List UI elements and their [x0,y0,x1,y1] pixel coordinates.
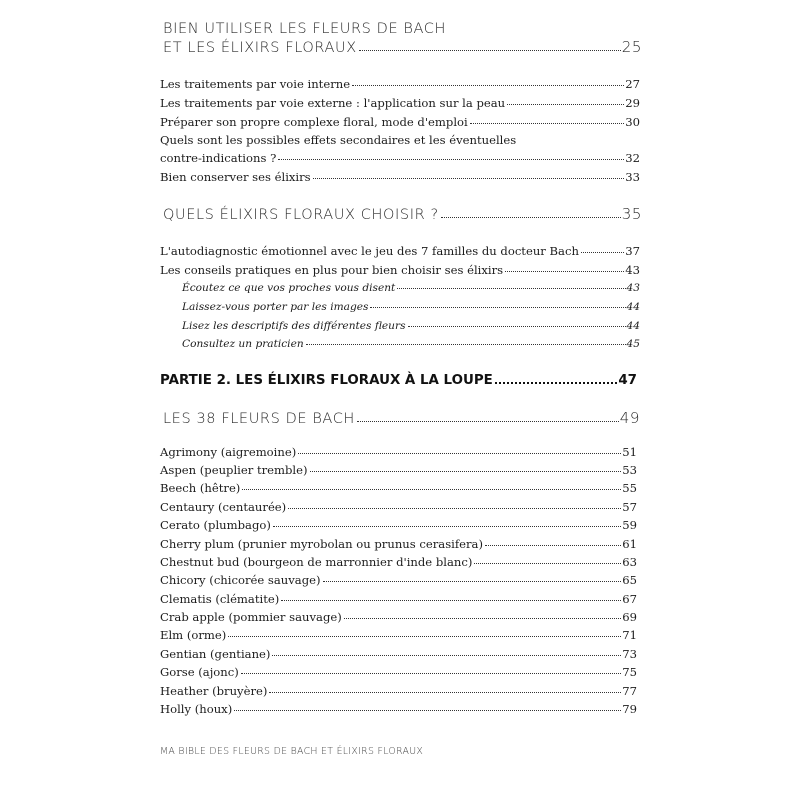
page-footer: MA BIBLE DES FLEURS DE BACH ET ÉLIXIRS FLORAUX [160,746,424,757]
plant-entry [160,518,637,532]
page-number: 27 [625,77,640,91]
dot-leader [470,123,625,124]
dot-leader [234,710,621,711]
dot-leader [474,563,621,564]
page-number: 73 [622,647,637,661]
page-number: 63 [622,555,637,569]
plant-entry-label: Chestnut bud (bourgeon de marronnier d'inde blanc) [160,555,473,569]
plant-entry-label: Cerato (plumbago) [160,518,271,532]
dot-leader [370,307,625,308]
section-heading-38-fleurs [163,409,640,427]
toc-sub-entry [182,320,640,332]
plant-entry-label: Heather (bruyère) [160,684,268,698]
section-heading-bien-utiliser-line1: BIEN UTILISER LES FLEURS DE BACH [163,21,446,37]
page-number: 35 [621,205,642,223]
part-heading-label: PARTIE 2. LES ÉLIXIRS FLORAUX À LA LOUPE [160,373,493,388]
dot-leader [507,104,624,105]
page-number: 44 [626,320,640,332]
page-number: 75 [622,665,637,679]
toc-entry-label-line1: Quels sont les possibles effets secondaires et les éventuelles [160,133,517,147]
plant-entry-label: Aspen (peuplier tremble) [160,463,308,477]
toc-entry-label: Préparer son propre complexe floral, mode d'emploi [160,115,468,129]
dot-leader [313,178,625,179]
dot-leader [505,271,624,272]
plant-entry-label: Gentian (gentiane) [160,647,271,661]
toc-sub-entry [182,338,640,350]
toc-entry-label: Les traitements par voie interne [160,77,351,91]
page-number: 65 [622,573,637,587]
section-heading-label: LES 38 FLEURS DE BACH [163,411,355,427]
toc-entry [160,263,640,277]
plant-entry-label: Crab apple (pommier sauvage) [160,610,342,624]
toc-entry [160,115,640,129]
dot-leader [241,673,621,674]
toc-sub-entry-label: Consultez un praticien [182,338,304,350]
toc-entry [160,170,640,184]
plant-entry-label: Agrimony (aigremoine) [160,445,297,459]
dot-leader [281,600,621,601]
section-heading-quels-elixirs [163,205,642,223]
plant-entry [160,573,637,587]
dot-leader [272,655,621,656]
toc-entry [160,151,640,165]
dot-leader [278,159,624,160]
dot-leader [408,326,626,327]
section-heading-label: QUELS ÉLIXIRS FLORAUX CHOISIR ? [163,207,439,223]
dot-leader [357,421,619,422]
page-number: 44 [626,301,640,313]
plant-entry [160,665,637,679]
page-number: 37 [625,244,640,258]
dot-leader [397,288,625,289]
section-heading-bien-utiliser [163,38,642,56]
dot-leader [273,526,621,527]
toc-entry-label: Bien conserver ses élixirs [160,170,311,184]
page-number: 32 [625,151,640,165]
page-number: 67 [622,592,637,606]
dot-leader [581,252,624,253]
page-number: 49 [619,409,640,427]
page-number: 55 [622,481,637,495]
plant-entry [160,445,637,459]
dot-leader [485,545,621,546]
page-number: 79 [622,702,637,716]
dot-leader [344,618,621,619]
toc-entry [160,77,640,91]
plant-entry [160,647,637,661]
toc-entry [160,244,640,258]
page-number: 57 [622,500,637,514]
plant-entry [160,610,637,624]
toc-sub-entry-label: Lisez les descriptifs des différentes fleurs [182,320,406,332]
dot-leader [288,508,621,509]
dot-leader [269,692,621,693]
toc-entry-label: contre-indications ? [160,151,277,165]
plant-entry-label: Chicory (chicorée sauvage) [160,573,321,587]
toc-entry-label: Les conseils pratiques en plus pour bien choisir ses élixirs [160,263,504,277]
page-number: 77 [622,684,637,698]
page-number: 59 [622,518,637,532]
dot-leader [306,344,626,345]
toc-sub-entry [182,282,640,294]
dot-leader [242,489,621,490]
page-number: 43 [626,282,640,294]
dot-leader [495,382,618,384]
plant-entry-label: Cherry plum (prunier myrobolan ou prunus cerasifera) [160,537,483,551]
dot-leader [352,85,624,86]
plant-entry [160,463,637,477]
page-number: 51 [622,445,637,459]
plant-entry [160,702,637,716]
toc-entry-label: L'autodiagnostic émotionnel avec le jeu des 7 familles du docteur Bach [160,244,579,258]
page-number: 71 [622,628,637,642]
toc-entry [160,96,640,110]
dot-leader [298,453,621,454]
plant-entry-label: Elm (orme) [160,628,227,642]
page-number: 29 [625,96,640,110]
section-heading-label: ET LES ÉLIXIRS FLORAUX [163,40,357,56]
plant-entry-label: Clematis (clématite) [160,592,280,606]
dot-leader [359,50,621,51]
dot-leader [323,581,622,582]
toc-entry-label: Les traitements par voie externe : l'application sur la peau [160,96,506,110]
page-number: 69 [622,610,637,624]
plant-entry-label: Holly (houx) [160,702,233,716]
dot-leader [441,217,621,218]
plant-entry-label: Centaury (centaurée) [160,500,287,514]
plant-entry [160,500,637,514]
part-heading-partie-2 [160,373,637,388]
plant-entry [160,555,637,569]
plant-entry-label: Beech (hêtre) [160,481,241,495]
plant-entry [160,537,637,551]
toc-sub-entry [182,301,640,313]
page-number: 53 [622,463,637,477]
page-number: 45 [626,338,640,350]
plant-entry [160,628,637,642]
plant-entry [160,592,637,606]
page-number: 30 [625,115,640,129]
dot-leader [228,636,621,637]
page-number: 43 [625,263,640,277]
page-number: 47 [618,373,637,388]
page-number: 61 [622,537,637,551]
plant-entry [160,684,637,698]
toc-sub-entry-label: Écoutez ce que vos proches vous disent [182,282,396,294]
page-number: 25 [621,38,642,56]
toc-sub-entry-label: Laissez-vous porter par les images [182,301,369,313]
plant-entry-label: Gorse (ajonc) [160,665,239,679]
dot-leader [310,471,622,472]
plant-entry [160,481,637,495]
page-number: 33 [625,170,640,184]
